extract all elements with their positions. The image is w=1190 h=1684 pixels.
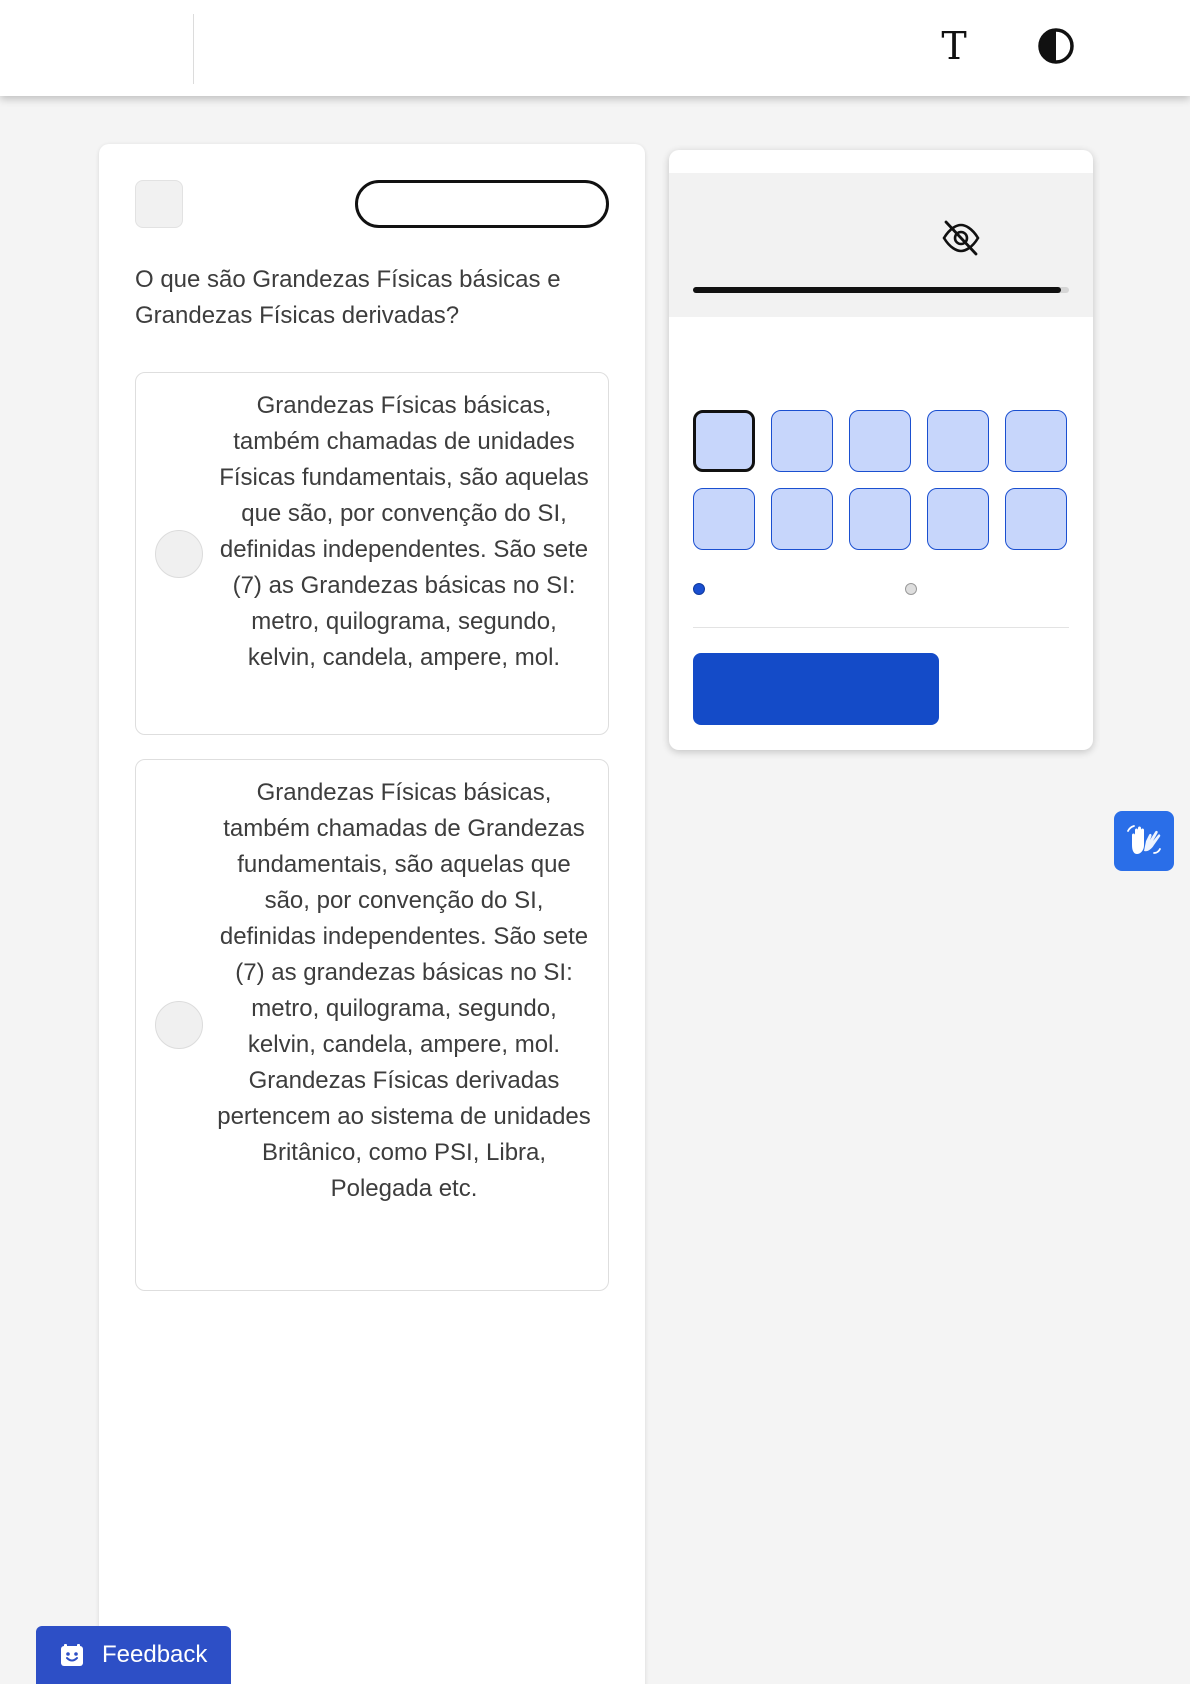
feedback-button[interactable] — [36, 1626, 231, 1684]
eye-off-icon — [939, 216, 983, 260]
question-grid — [693, 410, 1069, 550]
question-navigation-panel — [669, 150, 1093, 750]
panel-divider — [693, 627, 1069, 628]
font-size-button[interactable] — [934, 22, 974, 70]
font-size-icon: T — [941, 24, 967, 68]
feedback-label: Feedback — [102, 1641, 208, 1668]
legend-answered-dot — [693, 583, 705, 595]
top-bar — [0, 0, 1190, 96]
question-nav-box-4[interactable] — [927, 410, 989, 472]
question-nav-box-3[interactable] — [849, 410, 911, 472]
contrast-icon — [1036, 26, 1076, 66]
answer-option-1-text: Grandezas Físicas básicas, também chamadas de unidades Físicas fundamentais, são aquelas que são, por convenção do SI, definidas independentes. São sete (7) as Grandezas básicas no SI: metro, quilograma, segundo, kelvin, candela, ampere, mol. — [219, 392, 589, 671]
panel-header — [669, 173, 1093, 317]
progress-bar-fill — [693, 287, 1061, 293]
question-text: O que são Grandezas Físicas básicas e Grandezas Físicas derivadas? — [135, 266, 561, 329]
question-nav-box-9[interactable] — [927, 488, 989, 550]
smiley-face-icon — [60, 1643, 84, 1667]
answer-option-1[interactable] — [135, 372, 609, 735]
question-nav-box-8[interactable] — [849, 488, 911, 550]
progress-bar — [693, 287, 1069, 293]
answer-option-2-radio[interactable] — [155, 1001, 203, 1049]
legend-unanswered-dot — [905, 583, 917, 595]
question-nav-box-5[interactable] — [1005, 410, 1067, 472]
question-status-pill[interactable] — [355, 180, 609, 228]
answer-option-1-radio[interactable] — [155, 530, 203, 578]
question-nav-box-7[interactable] — [771, 488, 833, 550]
question-card — [99, 144, 645, 1684]
answer-option-2[interactable] — [135, 759, 609, 1291]
finish-button[interactable] — [693, 653, 939, 725]
libras-accessibility-button[interactable] — [1114, 811, 1174, 871]
question-nav-box-2[interactable] — [771, 410, 833, 472]
question-nav-box-6[interactable] — [693, 488, 755, 550]
question-number-badge — [135, 180, 183, 228]
question-nav-box-10[interactable] — [1005, 488, 1067, 550]
question-nav-box-1[interactable] — [693, 410, 755, 472]
answer-option-2-text: Grandezas Físicas básicas, também chamadas de Grandezas fundamentais, são aquelas que são, por convenção do SI, definidas independentes. São sete (7) as grandezas básicas no SI: metro, quilograma, segundo, kelvin, candela, ampere, mol. Grandezas Físicas derivadas pertencem ao sistema de unidades Britânico, como PSI, Libra, Polegada etc. — [217, 779, 591, 1202]
contrast-button[interactable] — [1036, 26, 1076, 66]
header-divider — [193, 14, 194, 84]
sign-language-hands-icon — [1124, 821, 1164, 861]
hide-panel-button[interactable] — [939, 216, 983, 260]
